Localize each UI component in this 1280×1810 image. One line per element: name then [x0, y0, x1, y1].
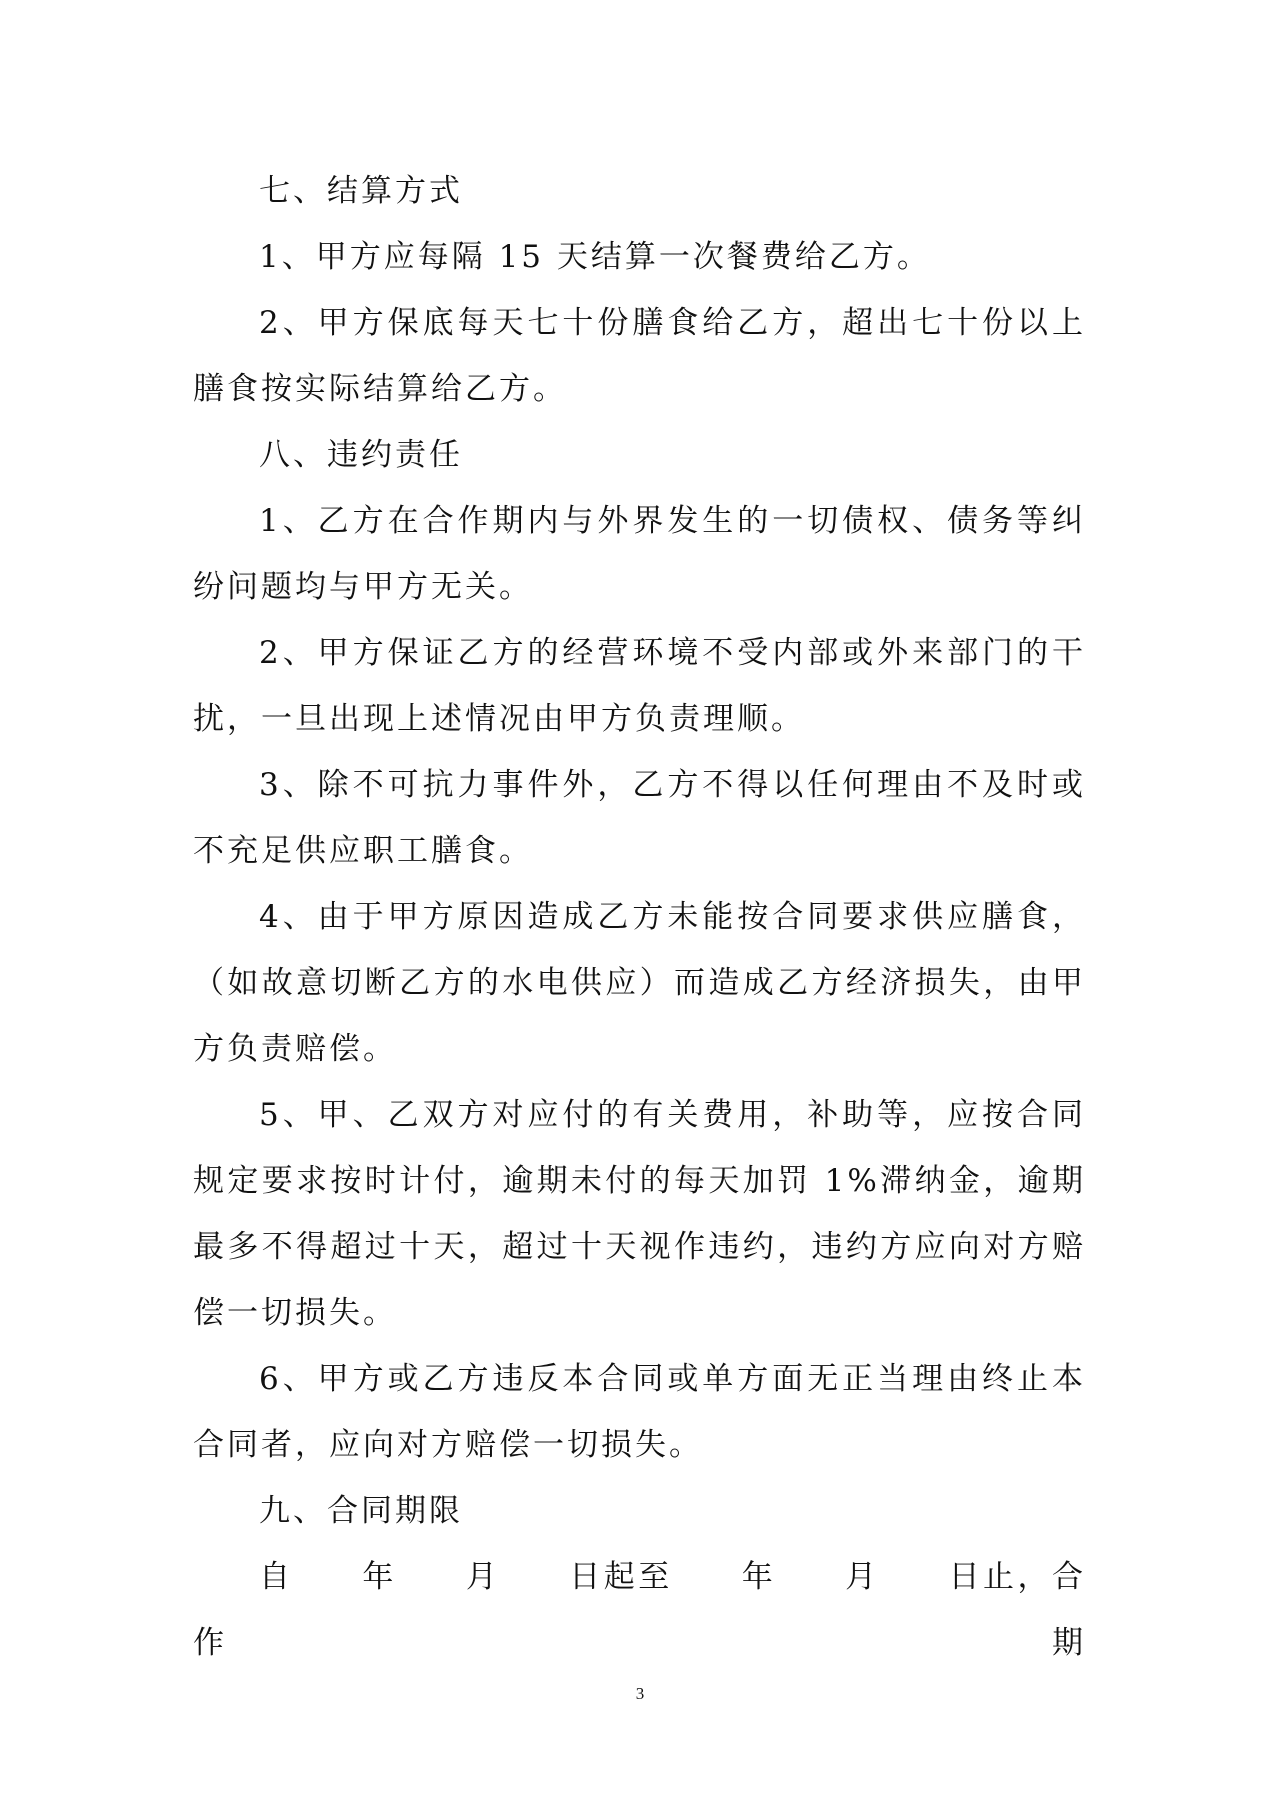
term-clause: 自 年 月 日起至 年 月 日止，合作期	[193, 1559, 1086, 1661]
liability-clause-4: 4、由于甲方原因造成乙方未能按合同要求供应膳食，（如故意切断乙方的水电供应）而造成乙方经济损失，由甲方负责赔偿。	[193, 899, 1086, 1067]
section-heading-liability: 八、违约责任	[259, 437, 463, 473]
page-number: 3	[635, 1684, 645, 1703]
settlement-clause-1: 1、甲方应每隔 15 天结算一次餐费给乙方。	[259, 239, 931, 275]
liability-clause-1: 1、乙方在合作期内与外界发生的一切债权、债务等纠纷问题均与甲方无关。	[193, 503, 1086, 605]
section-heading-term: 九、合同期限	[259, 1493, 463, 1529]
contract-body	[193, 158, 1086, 1676]
liability-clause-5: 5、甲、乙双方对应付的有关费用，补助等，应按合同规定要求按时计付，逾期未付的每天加罚 1%滞纳金，逾期最多不得超过十天，超过十天视作违约，违约方应向对方赔偿一切损失。	[193, 1097, 1086, 1331]
liability-clause-2: 2、甲方保证乙方的经营环境不受内部或外来部门的干扰，一旦出现上述情况由甲方负责理顺。	[193, 635, 1086, 737]
settlement-clause-2: 2、甲方保底每天七十份膳食给乙方，超出七十份以上膳食按实际结算给乙方。	[193, 305, 1086, 407]
section-heading-settlement: 七、结算方式	[259, 173, 463, 209]
liability-clause-6: 6、甲方或乙方违反本合同或单方面无正当理由终止本合同者，应向对方赔偿一切损失。	[193, 1361, 1086, 1463]
liability-clause-3: 3、除不可抗力事件外，乙方不得以任何理由不及时或不充足供应职工膳食。	[193, 767, 1086, 869]
